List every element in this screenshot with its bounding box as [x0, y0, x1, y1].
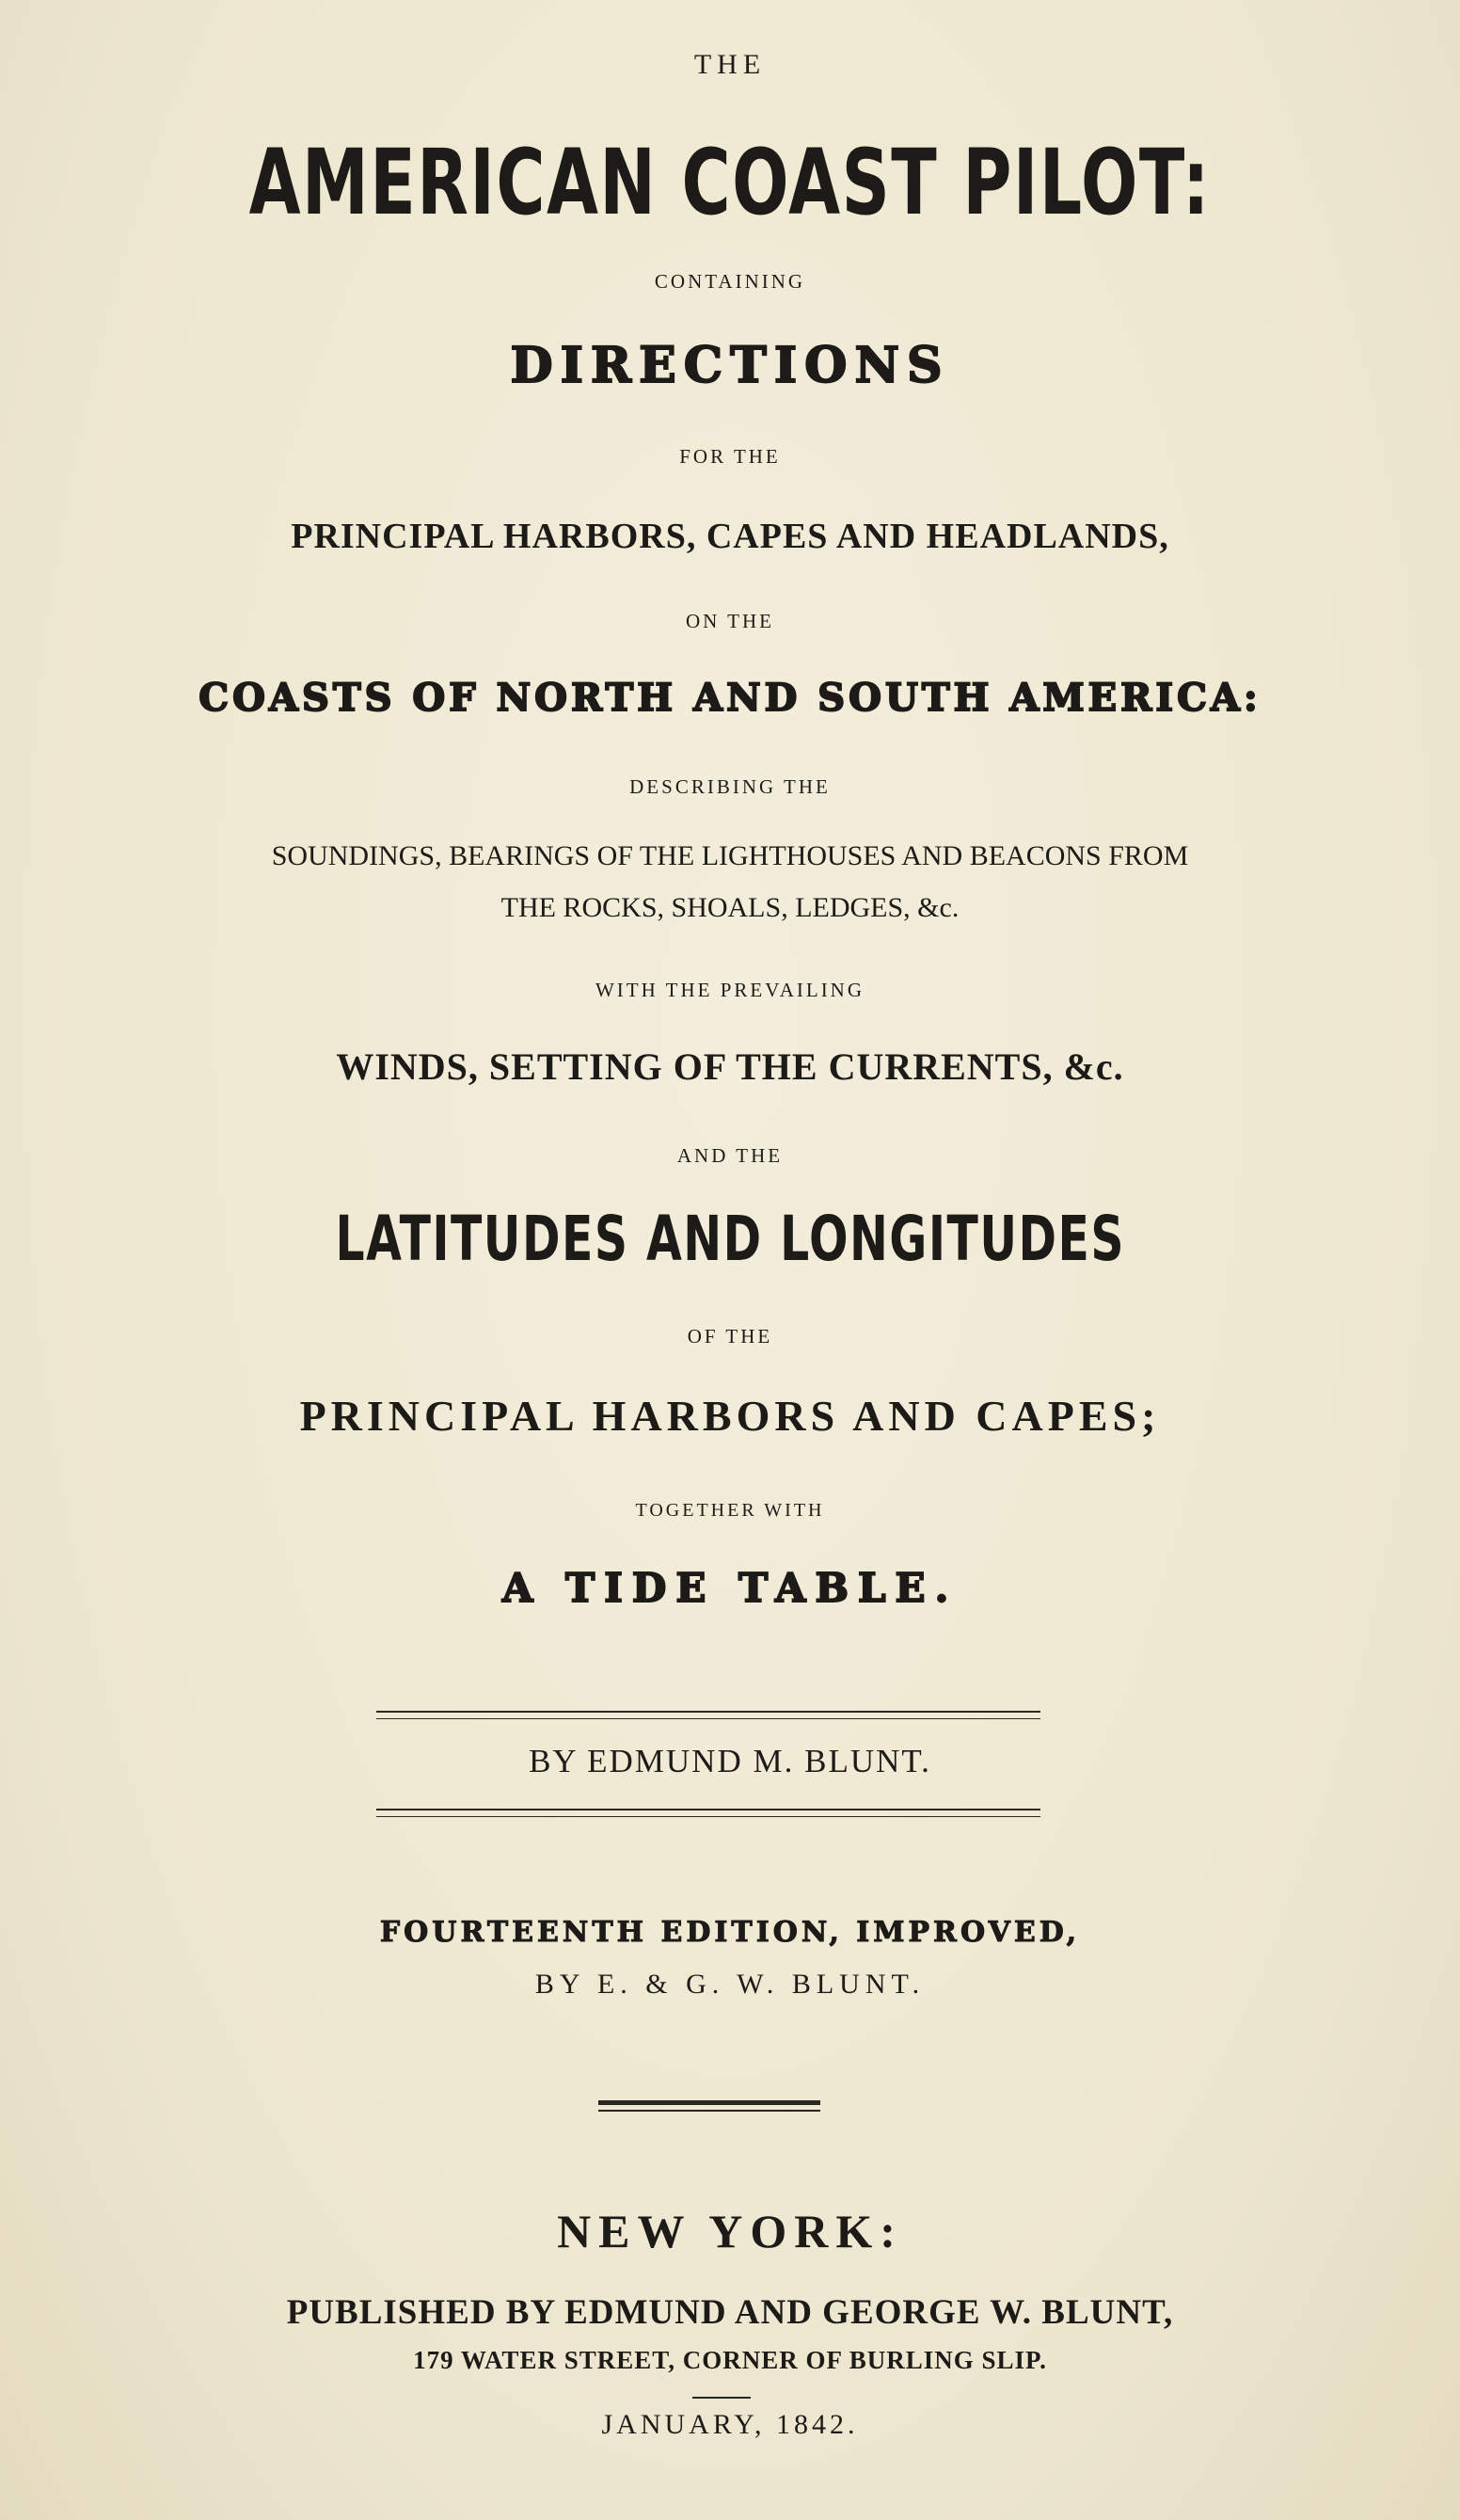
describing-label: DESCRIBING THE — [629, 775, 831, 798]
principal-harbors-capes-line: PRINCIPAL HARBORS AND CAPES; — [299, 1392, 1161, 1440]
harbors-capes-line: PRINCIPAL HARBORS, CAPES AND HEADLANDS, — [291, 517, 1169, 556]
winds-line: WINDS, SETTING OF THE CURRENTS, &c. — [336, 1045, 1124, 1088]
coasts-heading: COASTS OF NORTH AND SOUTH AMERICA: — [198, 676, 1262, 720]
publisher-line: PUBLISHED BY EDMUND AND GEORGE W. BLUNT, — [286, 2293, 1174, 2332]
ornament-rule-2 — [598, 2110, 820, 2112]
ornament-rule-1 — [598, 2100, 820, 2105]
edition-line: FOURTEENTH EDITION, IMPROVED, — [379, 1916, 1081, 1949]
author-rule-top-2 — [376, 1718, 1040, 1719]
address-line: 179 WATER STREET, CORNER OF BURLING SLIP. — [413, 2346, 1047, 2374]
directions-heading: DIRECTIONS — [510, 337, 950, 394]
containing-label: CONTAINING — [654, 270, 806, 293]
of-the-label: OF THE — [687, 1325, 773, 1348]
author-rule-bottom-1 — [376, 1809, 1040, 1810]
the-label: THE — [693, 49, 767, 80]
for-the-label: FOR THE — [679, 445, 781, 468]
on-the-label: ON THE — [685, 610, 775, 632]
with-prevailing-label: WITH THE PREVAILING — [595, 979, 865, 1001]
city-line: NEW YORK: — [557, 2205, 903, 2257]
author-rule-bottom-2 — [376, 1816, 1040, 1817]
editors-line: BY E. & G. W. BLUNT. — [534, 1969, 926, 2000]
latitudes-heading — [0, 1203, 1460, 1275]
soundings-line-1: SOUNDINGS, BEARINGS OF THE LIGHTHOUSES AND BEACONS FROM — [271, 840, 1189, 871]
book-title — [0, 130, 1460, 235]
author-line: BY EDMUND M. BLUNT. — [529, 1743, 931, 1779]
and-the-label: AND THE — [676, 1144, 784, 1167]
author-rule-top-1 — [376, 1711, 1040, 1713]
together-with-label: TOGETHER WITH — [635, 1500, 825, 1521]
tide-table-heading: A TIDE TABLE. — [501, 1565, 959, 1611]
soundings-line-2: THE ROCKS, SHOALS, LEDGES, &c. — [500, 892, 960, 923]
book-title-text: AMERICAN COAST PILOT: — [248, 130, 1212, 235]
date-line: JANUARY, 1842. — [601, 2409, 859, 2440]
latitudes-heading-text: LATITUDES AND LONGITUDES — [335, 1203, 1125, 1275]
date-rule — [692, 2397, 751, 2399]
